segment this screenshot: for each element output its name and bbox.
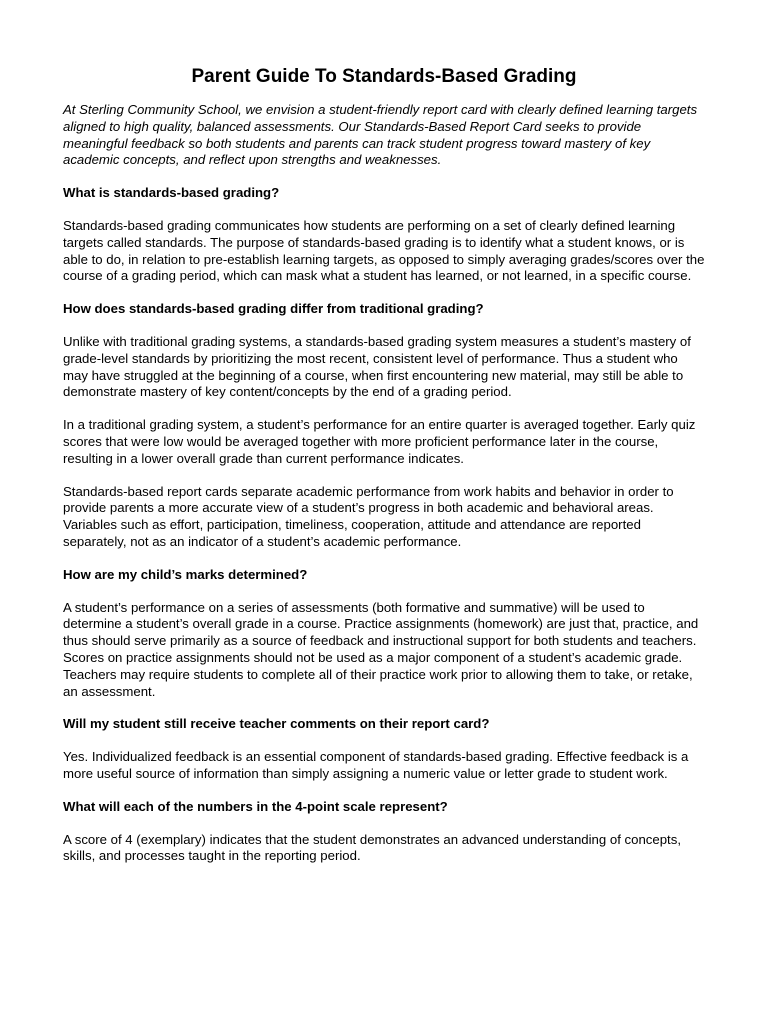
question-marks-determined: How are my child’s marks determined? (63, 566, 308, 582)
question-teacher-comments: Will my student still receive teacher comments on their report card? (63, 716, 490, 732)
question-4-point-scale: What will each of the numbers in the 4-point scale represent? (63, 798, 448, 814)
answer-paragraph: A score of 4 (exemplary) indicates that the student demonstrates an advanced understanding of concepts, skills, and processes taught in the reporting period. (63, 831, 681, 864)
answer-paragraph: Unlike with traditional grading systems, a standards-based grading system measures a student’s mastery of grade-level standards by prioritizing the most recent, consistent level of performance. Thus a student who may have struggled at the beginning of a course, when first encountering new material, may still be able to demonstrate mastery of key content/concepts by the end of a grading period. (63, 333, 691, 400)
answer-paragraph: A student’s performance on a series of assessments (both formative and summative) will be used to determine a student’s overall grade in a course. Practice assignments (homework) are just that, practice, and thus should serve primarily as a source of feedback and instructional support for both students and teachers. Scores on practice assignments should not be used as a major component of a student’s academic grade. Teachers may require students to complete all of their practice work prior to allowing them to take, or retake, an assessment. (63, 599, 699, 699)
question-what-is-sbg: What is standards-based grading? (63, 185, 280, 201)
intro-paragraph: At Sterling Community School, we envision a student-friendly report card with clearly defined learning targets aligned to high quality, balanced assessments. Our Standards-Based Report Card seeks to provide meaningful feedback so both students and parents can track student progress toward mastery of key academic concepts, and reflect upon strengths and weaknesses. (63, 102, 698, 168)
answer-paragraph: Standards-based grading communicates how students are performing on a set of clearly defined learning targets called standards. The purpose of standards-based grading is to identify what a student knows, or is able to do, in relation to pre-establish learning targets, as opposed to simply averaging grades/scores over the course of a grading period, which can mask what a student has learned, or not learned, in a specific course. (63, 217, 705, 284)
answer-paragraph: Yes. Individualized feedback is an essential component of standards-based grading. Effective feedback is a more useful source of information than simply assigning a numeric value or letter grade to student work. (63, 749, 689, 781)
page-title: Parent Guide To Standards-Based Grading (191, 66, 577, 87)
question-how-differ: How does standards-based grading differ from traditional grading? (63, 301, 484, 317)
answer-paragraph: In a traditional grading system, a student’s performance for an entire quarter is averaged together. Early quiz scores that were low would be averaged together with more proficient performance later in the course, resulting in a lower overall grade than current performance indicates. (63, 417, 696, 466)
answer-paragraph: Standards-based report cards separate academic performance from work habits and behavior in order to provide parents a more accurate view of a student’s progress in both academic and behavioral areas. Variables such as effort, participation, timeliness, cooperation, attitude and attendance are reported separately, not as an indicator of a student’s academic performance. (63, 483, 674, 549)
